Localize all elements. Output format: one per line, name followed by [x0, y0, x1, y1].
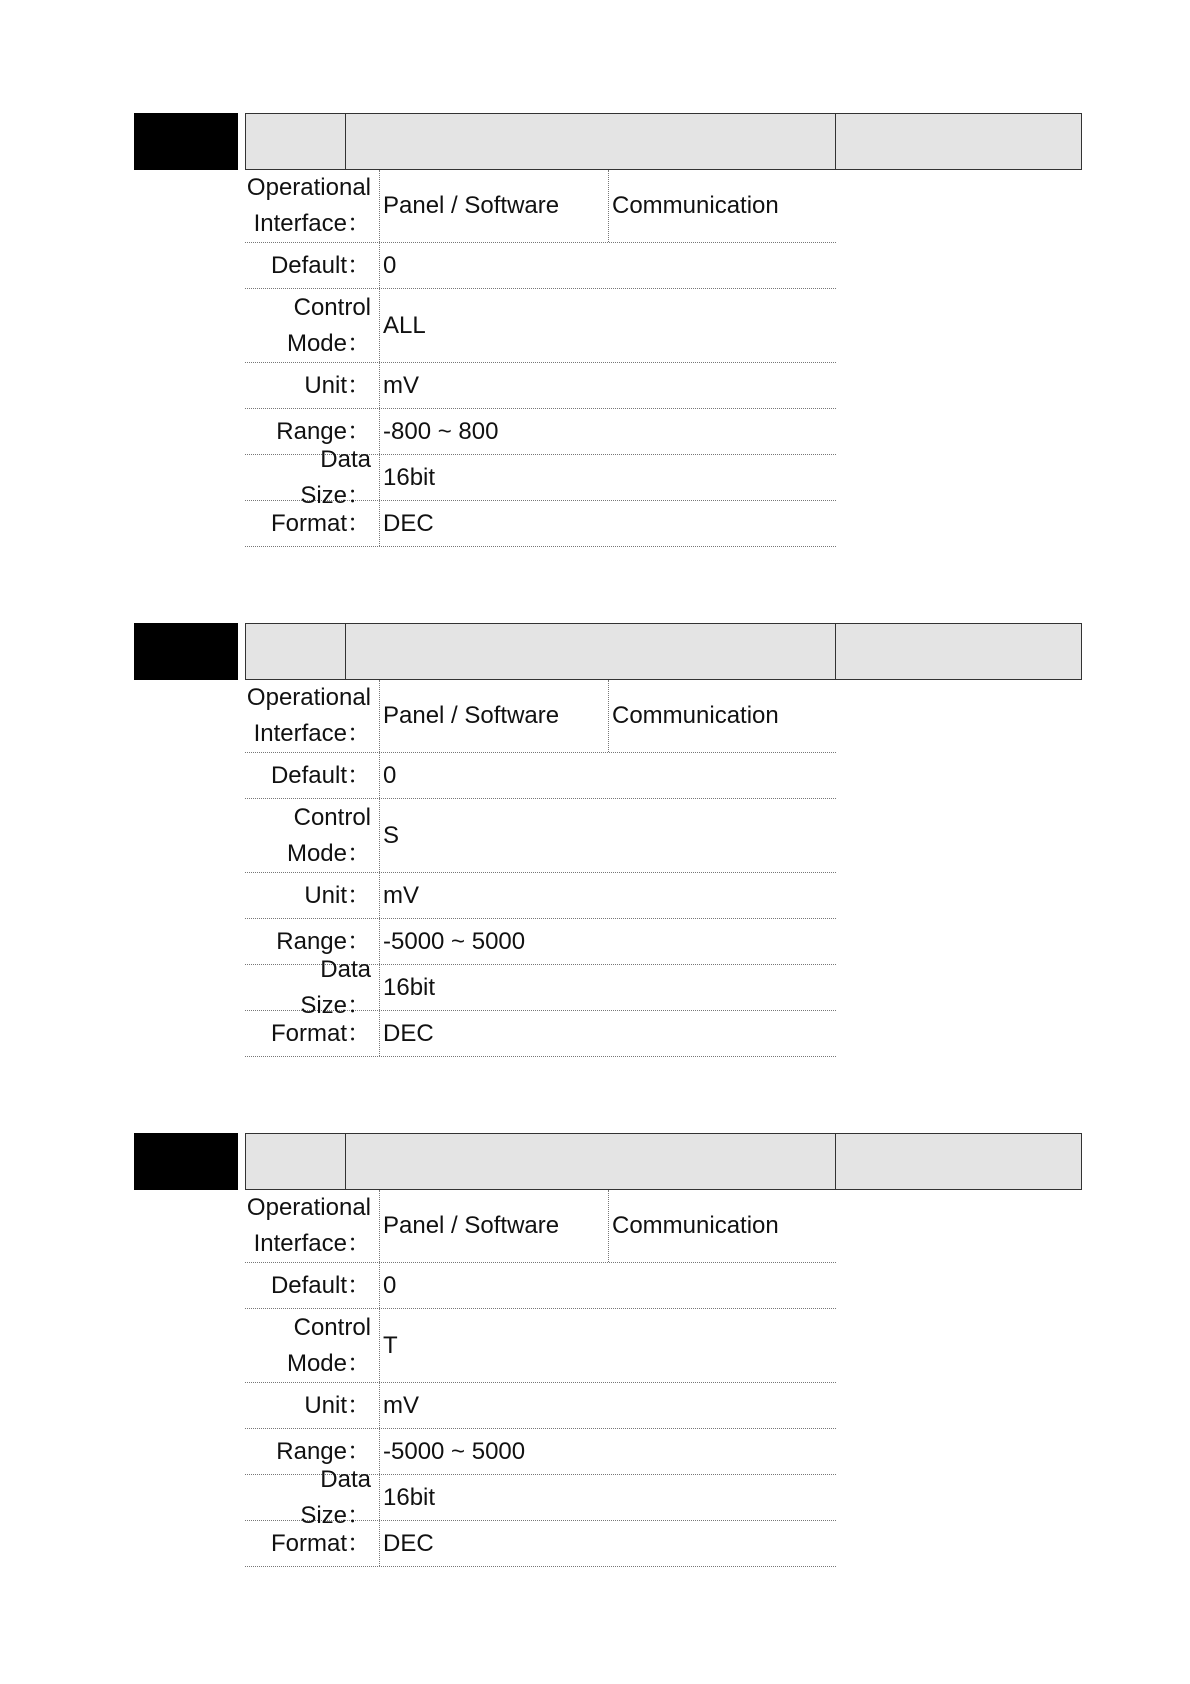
row-control-mode: [245, 1309, 836, 1383]
header-cell-address: [835, 113, 1082, 170]
label-operational-interface: Operational Interface：: [245, 680, 380, 752]
value-control-mode: S: [383, 821, 400, 849]
label-range: Range：: [245, 1429, 380, 1474]
row-format: [245, 1011, 836, 1057]
parameter-code-tab: [134, 113, 238, 170]
row-operational-interface: [245, 680, 836, 753]
value-format: DEC: [383, 1529, 434, 1557]
header-cell-name: [345, 113, 836, 170]
row-format: [245, 1521, 836, 1567]
parameter-code-tab: [134, 1133, 238, 1190]
value-range: -5000 ~ 5000: [383, 927, 526, 955]
label-default: Default：: [245, 1263, 380, 1308]
value-unit: mV: [383, 1391, 419, 1419]
value-data-size: 16bit: [383, 463, 436, 491]
label-data-size: Data Size：: [245, 965, 380, 1010]
label-data-size: Data Size：: [245, 455, 380, 500]
label-data-size: Data Size：: [245, 1475, 380, 1520]
header-cell-code: [245, 113, 346, 170]
value-format: DEC: [383, 1019, 434, 1047]
row-unit: [245, 1383, 836, 1429]
label-default: Default：: [245, 243, 380, 288]
value-format: DEC: [383, 509, 434, 537]
parameter-block: [0, 1133, 1190, 1573]
value-panel-software: Panel / Software: [383, 1212, 560, 1239]
label-control-mode: Control Mode：: [245, 1309, 380, 1382]
row-unit: [245, 363, 836, 409]
value-data-size: 16bit: [383, 973, 436, 1001]
header-cell-address: [835, 1133, 1082, 1190]
value-panel-software: Panel / Software: [383, 702, 560, 729]
row-operational-interface: [245, 170, 836, 243]
value-panel-software: Panel / Software: [383, 192, 560, 219]
parameter-block: [0, 623, 1190, 1063]
label-unit: Unit：: [245, 363, 380, 408]
value-range: -5000 ~ 5000: [383, 1437, 526, 1465]
row-default: [245, 753, 836, 799]
label-format: Format：: [245, 1521, 380, 1566]
row-data-size: [245, 445, 836, 509]
label-unit: Unit：: [245, 873, 380, 918]
header-cell-name: [345, 623, 836, 680]
row-default: [245, 1263, 836, 1309]
label-operational-interface: Operational Interface：: [245, 1190, 380, 1262]
header-cell-code: [245, 623, 346, 680]
value-data-size: 16bit: [383, 1483, 436, 1511]
label-format: Format：: [245, 501, 380, 546]
value-default: 0: [383, 1271, 397, 1299]
row-data-size: [245, 1465, 836, 1529]
value-control-mode: T: [383, 1331, 398, 1359]
parameter-code-tab: [134, 623, 238, 680]
row-format: [245, 501, 836, 547]
header-cell-address: [835, 623, 1082, 680]
value-default: 0: [383, 251, 397, 279]
value-range: -800 ~ 800: [383, 417, 499, 445]
row-control-mode: [245, 289, 836, 363]
header-cell-name: [345, 1133, 836, 1190]
label-default: Default：: [245, 753, 380, 798]
value-communication: Communication: [612, 1212, 779, 1239]
row-operational-interface: [245, 1190, 836, 1263]
row-control-mode: [245, 799, 836, 873]
label-unit: Unit：: [245, 1383, 380, 1428]
value-communication: Communication: [612, 192, 779, 219]
label-control-mode: Control Mode：: [245, 799, 380, 872]
header-cell-code: [245, 1133, 346, 1190]
value-communication: Communication: [612, 702, 779, 729]
value-unit: mV: [383, 371, 419, 399]
value-unit: mV: [383, 881, 419, 909]
label-control-mode: Control Mode：: [245, 289, 380, 362]
value-default: 0: [383, 761, 397, 789]
label-range: Range：: [245, 409, 380, 454]
value-control-mode: ALL: [383, 311, 426, 339]
parameter-block: [0, 113, 1190, 553]
row-default: [245, 243, 836, 289]
label-operational-interface: Operational Interface：: [245, 170, 380, 242]
row-unit: [245, 873, 836, 919]
label-format: Format：: [245, 1011, 380, 1056]
row-data-size: [245, 955, 836, 1019]
label-range: Range：: [245, 919, 380, 964]
